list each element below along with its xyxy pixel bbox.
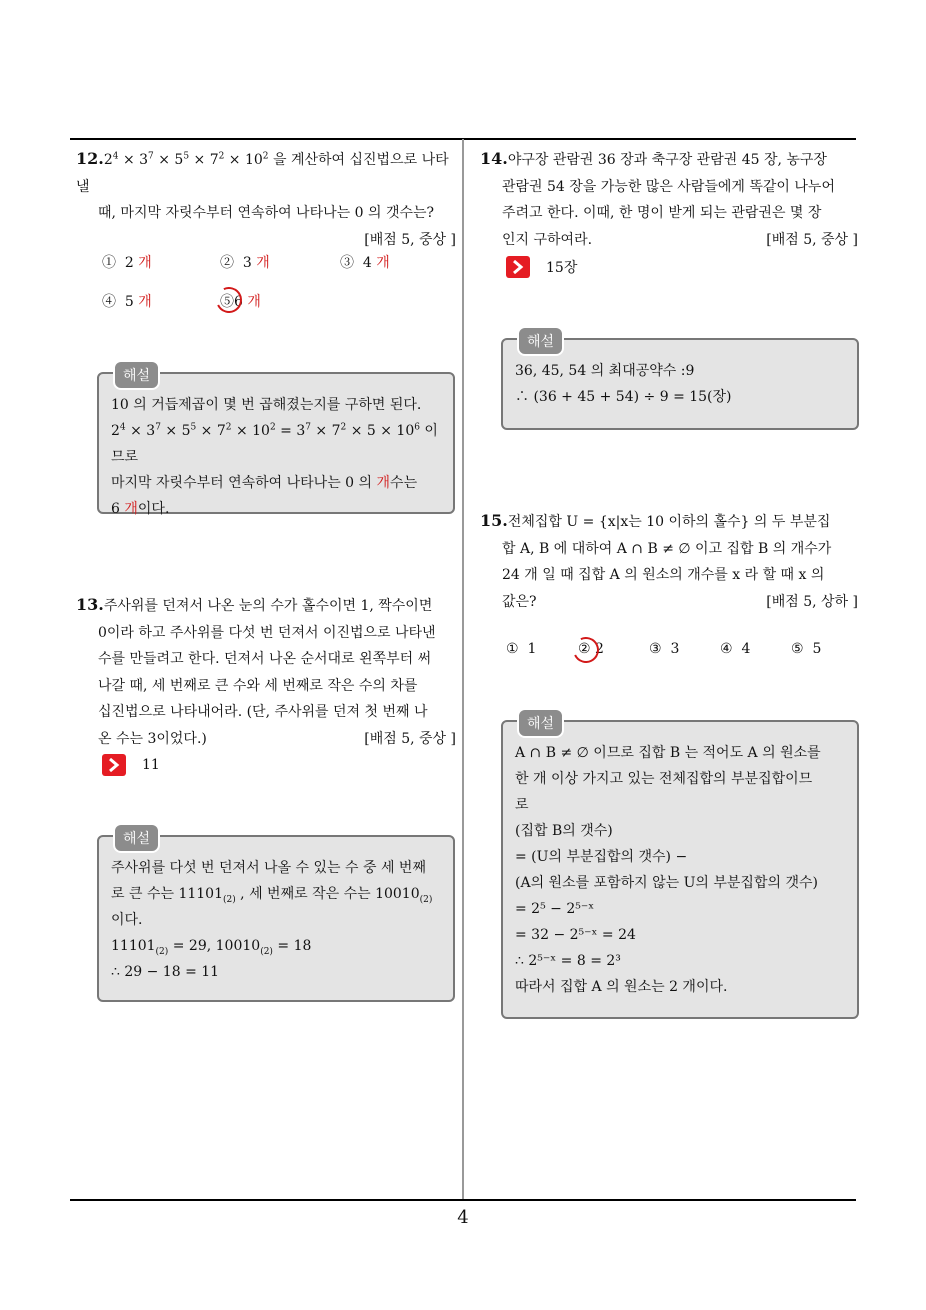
score-meta: [배점 5, 상하 ]: [766, 593, 858, 610]
choice-4[interactable]: ④ 5 개: [102, 294, 152, 310]
choice-3[interactable]: ③ 3: [649, 641, 680, 657]
question-text: 십진법으로 나타내어라. (단, 주사위를 던져 첫 번째 나: [98, 704, 428, 720]
explanation-label: 해설: [113, 823, 160, 853]
explanation-box: [501, 716, 859, 1019]
explanation-line: ∴ (36 + 45 + 54) ÷ 9 = 15(장): [515, 389, 732, 405]
column-divider: [462, 139, 464, 1201]
question-text: 관람권 54 장을 가능한 많은 사람들에게 똑같이 나누어: [502, 178, 835, 195]
explanation-box: [97, 368, 455, 517]
q13-answer: [102, 754, 160, 776]
choice-1[interactable]: ① 1: [506, 641, 537, 657]
explanation-line: 6 개이다.: [111, 501, 170, 517]
explanation-line: 로 큰 수는 $11101_{(2)}$ , 세 번째로 작은 수는 $10010_{(2)}$: [111, 886, 433, 905]
explanation-line: $11101_{(2)} = 29$, $10010_{(2)} = 18$: [111, 938, 312, 957]
q12-expression: $2^4 \times 3^7 \times 5^5 \times 7^2 \times 10^2$: [103, 151, 269, 168]
choice-5[interactable]: ⑤6 개: [220, 294, 261, 310]
explanation-body: [111, 392, 443, 522]
question-text: 때, 마지막 자릿수부터 연속하여 나타나는 0 의 갯수는?: [98, 205, 435, 221]
chevron-right-icon: [102, 754, 126, 776]
question-text: 합 A, B 에 대하여 A ∩ B ≠ ∅ 이고 집합 B 의 개수가: [502, 540, 832, 557]
question-12: [76, 146, 456, 253]
choice-1[interactable]: ① 2 개: [102, 255, 152, 271]
question-text: 전체집합 U = {x|x는 10 이하의 홀수} 의 두 부분집: [507, 514, 831, 530]
explanation-line: 10 의 거듭제곱이 몇 번 곱해졌는지를 구하면 된다.: [111, 397, 422, 413]
question-text: 나갈 때, 세 번째로 큰 수와 세 번째로 작은 수의 차를: [98, 677, 418, 694]
choice-2[interactable]: ② 3 개: [220, 255, 270, 271]
question-text-last: 값은? [배점 5, 상하 ]: [480, 589, 858, 616]
explanation-box: [501, 334, 859, 430]
question-number: 13.: [76, 595, 104, 614]
explanation-line: ∴ 2⁵⁻ˣ = 8 = 2³: [515, 953, 621, 969]
question-number: 12.: [76, 149, 104, 168]
question-15: [480, 508, 858, 615]
q15-choices: [506, 641, 846, 671]
q12-choices: [102, 252, 442, 322]
answer-circle-icon: [212, 283, 245, 316]
explanation-label: 해설: [113, 360, 160, 390]
question-text: 0이라 하고 주사위를 다섯 번 던져서 이진법으로 나타낸: [98, 624, 436, 641]
score-meta: [배점 5, 중상 ]: [364, 231, 456, 248]
question-text: 24 개 일 때 집합 A 의 원소의 개수를 x 라 할 때 x 의: [502, 567, 825, 583]
question-13: [76, 592, 456, 752]
explanation-line: 이다.: [111, 912, 143, 928]
answer-value: 11: [142, 757, 160, 773]
question-text-last: 인지 구하여라. [배점 5, 중상 ]: [480, 227, 858, 254]
explanation-label: 해설: [517, 326, 564, 356]
q14-answer: [506, 256, 577, 278]
chevron-right-icon: [506, 256, 530, 278]
question-text: 주사위를 던져서 나온 눈의 수가 홀수이면 1, 짝수이면: [103, 598, 433, 614]
choice-5[interactable]: ⑤ 5: [791, 641, 822, 657]
explanation-line: 로: [515, 797, 529, 813]
explanation-body: [515, 740, 847, 1000]
answer-circle-icon: [569, 633, 602, 666]
explanation-line: ∴ 29 − 18 = 11: [111, 964, 220, 980]
question-text: 수를 만들려고 한다. 던져서 나온 순서대로 왼쪽부터 써: [98, 651, 432, 667]
explanation-line: = 32 − 2⁵⁻ˣ = 24: [515, 927, 636, 943]
question-number: 14.: [480, 149, 508, 168]
explanation-box: [97, 831, 455, 1002]
choice-3[interactable]: ③ 4 개: [340, 255, 390, 271]
score-meta: [배점 5, 중상 ]: [364, 730, 456, 747]
explanation-line: 마지막 자릿수부터 연속하여 나타나는 0 의 개수는: [111, 475, 418, 491]
answer-value: 15장: [546, 260, 578, 276]
choice-2[interactable]: ② 2: [578, 641, 604, 657]
bottom-rule: [70, 1199, 856, 1201]
page-number: 4: [457, 1207, 469, 1228]
choice-4[interactable]: ④ 4: [720, 641, 751, 657]
explanation-line: A ∩ B ≠ ∅ 이므로 집합 B 는 적어도 A 의 원소를: [515, 745, 821, 761]
explanation-line: 따라서 집합 A 의 원소는 2 개이다.: [515, 979, 728, 995]
question-text: 주려고 한다. 이때, 한 명이 받게 되는 관람권은 몇 장: [502, 205, 822, 221]
explanation-line: (A의 원소를 포함하지 않는 U의 부분집합의 갯수): [515, 875, 818, 891]
explanation-body: [515, 358, 847, 410]
explanation-label: 해설: [517, 708, 564, 738]
question-text: 을 계산하여 십진법으로 나타낼: [76, 152, 449, 195]
explanation-line: 주사위를 다섯 번 던져서 나올 수 있는 수 중 세 번째: [111, 860, 426, 876]
explanation-line: 36, 45, 54 의 최대공약수 :9: [515, 363, 695, 379]
explanation-line: = (U의 부분집합의 갯수) −: [515, 849, 688, 865]
score-meta: [배점 5, 중상 ]: [766, 231, 858, 248]
question-number: 15.: [480, 511, 508, 530]
question-text-last: 온 수는 3이었다.) [배점 5, 중상 ]: [76, 726, 456, 753]
explanation-line: $2^4 \times 3^7 \times 5^5 \times 7^2 \times 10^2 = 3^7 \times 7^2 \times 5 \times 10^6$ 이므로: [111, 422, 438, 465]
question-text: 야구장 관람권 36 장과 축구장 관람권 45 장, 농구장: [507, 152, 827, 168]
question-14: [480, 146, 858, 253]
explanation-line: = 2⁵ − 2⁵⁻ˣ: [515, 901, 595, 917]
explanation-line: (집합 B의 갯수): [515, 823, 613, 839]
explanation-line: 한 개 이상 가지고 있는 전체집합의 부분집합이므: [515, 771, 813, 787]
explanation-body: [111, 855, 443, 985]
